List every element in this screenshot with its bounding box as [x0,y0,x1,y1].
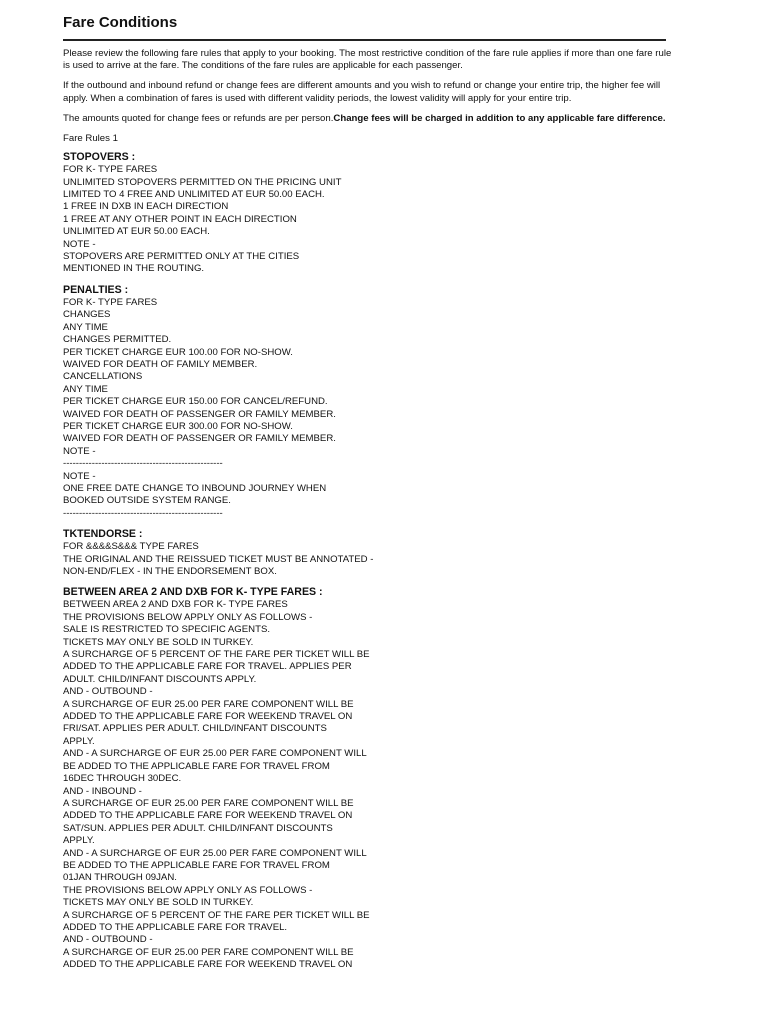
rule-line: AND - OUTBOUND - [63,686,153,698]
title-divider [63,39,666,41]
rule-line: ANY TIME [63,321,108,333]
rule-line: TICKETS MAY ONLY BE SOLD IN TURKEY. [63,636,254,648]
fare-rule-sections [63,151,673,971]
rule-line: WAIVED FOR DEATH OF PASSENGER OR FAMILY MEMBER. [63,433,336,445]
rule-line: NOTE - [63,470,96,482]
rule-line: SALE IS RESTRICTED TO SPECIFIC AGENTS. [63,624,271,636]
fare-rules-label: Fare Rules 1 [63,133,118,145]
section-heading: TKTENDORSE : [63,528,143,541]
rule-line: WAIVED FOR DEATH OF FAMILY MEMBER. [63,358,258,370]
rule-line: BETWEEN AREA 2 AND DXB FOR K- TYPE FARES [63,599,288,611]
rule-line: A SURCHARGE OF EUR 25.00 PER FARE COMPONENT WILL BE [63,797,354,809]
section-tktendorse [63,528,673,578]
rule-line: BOOKED OUTSIDE SYSTEM RANGE. [63,495,231,507]
rule-line: A SURCHARGE OF 5 PERCENT OF THE FARE PER TICKET WILL BE [63,649,370,661]
rule-line: APPLY. [63,735,95,747]
section-body [63,164,673,276]
rule-line: ONE FREE DATE CHANGE TO INBOUND JOURNEY WHEN [63,482,327,494]
rule-line: PER TICKET CHARGE EUR 300.00 FOR NO-SHOW. [63,420,293,432]
rule-line: FRI/SAT. APPLIES PER ADULT. CHILD/INFANT DISCOUNTS [63,723,327,735]
rule-line: NON-END/FLEX - IN THE ENDORSEMENT BOX. [63,566,277,577]
section-body [63,297,673,520]
rule-line: A SURCHARGE OF EUR 25.00 PER FARE COMPONENT WILL BE [63,698,354,710]
rule-line: 1 FREE IN DXB IN EACH DIRECTION [63,201,229,213]
section-between-area-2-and-dxb-for-k-type-fares [63,586,673,971]
intro-paragraph-2-text: If the outbound and inbound refund or change fees are different amounts and you wish to refund or change your entire trip, the higher fee will apply. When a combination of fares is used with different validity periods, the lowest validity will apply for your entire trip. [63,80,661,104]
rule-line: THE PROVISIONS BELOW APPLY ONLY AS FOLLOWS - [63,611,313,623]
section-stopovers [63,151,673,276]
rule-line: ADDED TO THE APPLICABLE FARE FOR TRAVEL. [63,921,288,933]
rule-line: A SURCHARGE OF EUR 25.00 PER FARE COMPONENT WILL BE [63,946,354,958]
rule-line: ADDED TO THE APPLICABLE FARE FOR WEEKEND TRAVEL ON [63,711,353,723]
rule-line: AND - OUTBOUND - [63,934,153,946]
rule-line: UNLIMITED STOPOVERS PERMITTED ON THE PRICING UNIT [63,176,342,188]
rule-line: THE ORIGINAL AND THE REISSUED TICKET MUST BE ANNOTATED - [63,553,374,565]
rule-line: UNLIMITED AT EUR 50.00 EACH. [63,226,210,238]
rule-line: ADULT. CHILD/INFANT DISCOUNTS APPLY. [63,673,257,685]
rule-line: LIMITED TO 4 FREE AND UNLIMITED AT EUR 50.00 EACH. [63,189,325,201]
rule-line: BE ADDED TO THE APPLICABLE FARE FOR TRAVEL FROM [63,760,330,772]
rule-line: BE ADDED TO THE APPLICABLE FARE FOR TRAVEL FROM [63,859,330,871]
rule-line: WAIVED FOR DEATH OF PASSENGER OR FAMILY MEMBER. [63,408,336,420]
rule-line: ADDED TO THE APPLICABLE FARE FOR TRAVEL. APPLIES PER [63,661,352,673]
intro-paragraph-3 [63,113,673,125]
rule-line: CHANGES [63,309,111,321]
rule-line: A SURCHARGE OF 5 PERCENT OF THE FARE PER TICKET WILL BE [63,909,370,921]
section-penalties [63,284,673,520]
rule-line: AND - A SURCHARGE OF EUR 25.00 PER FARE COMPONENT WILL [63,748,367,760]
rule-line: STOPOVERS ARE PERMITTED ONLY AT THE CITIES [63,251,300,263]
rule-line: TICKETS MAY ONLY BE SOLD IN TURKEY. [63,897,254,909]
rule-line: ADDED TO THE APPLICABLE FARE FOR WEEKEND TRAVEL ON [63,810,353,822]
intro-paragraph-2 [63,80,673,104]
rule-line: PER TICKET CHARGE EUR 150.00 FOR CANCEL/REFUND. [63,396,328,408]
rule-line: NOTE - [63,445,96,457]
rule-line: CHANGES PERMITTED. [63,334,172,346]
rule-line: ADDED TO THE APPLICABLE FARE FOR WEEKEND TRAVEL ON [63,959,353,971]
rule-line: CANCELLATIONS [63,371,143,383]
rule-line: APPLY. [63,835,95,847]
rule-line: FOR K- TYPE FARES [63,296,158,308]
fare-conditions-content [63,48,673,980]
rule-line: ANY TIME [63,383,108,395]
intro-paragraph-1 [63,48,673,72]
intro-paragraph-3-text: The amounts quoted for change fees or refunds are per person. [63,112,334,124]
intro-paragraph-3-bold: Change fees will be charged in addition to any applicable fare difference. [333,112,666,124]
rule-line: SAT/SUN. APPLIES PER ADULT. CHILD/INFANT DISCOUNTS [63,822,333,834]
rule-line: 1 FREE AT ANY OTHER POINT IN EACH DIRECTION [63,213,297,225]
page-title: Fare Conditions [63,14,178,31]
section-heading: STOPOVERS : [63,151,136,164]
rule-line: 16DEC THROUGH 30DEC. [63,773,182,785]
rule-line: PER TICKET CHARGE EUR 100.00 FOR NO-SHOW. [63,346,293,358]
rule-line: AND - A SURCHARGE OF EUR 25.00 PER FARE COMPONENT WILL [63,847,367,859]
rule-line: NOTE - [63,238,96,250]
rule-line: -------------------------------------------------- [63,507,223,519]
rule-line: THE PROVISIONS BELOW APPLY ONLY AS FOLLOWS - [63,884,313,896]
rule-line: FOR &&&&S&&& TYPE FARES [63,541,199,553]
rule-line: -------------------------------------------------- [63,458,223,470]
rule-line: FOR K- TYPE FARES [63,164,158,176]
section-heading: PENALTIES : [63,283,129,296]
intro-paragraph-1-text: Please review the following fare rules that apply to your booking. The most restrictive condition of the fare rule applies if more than one fare rule is used to arrive at the fare. The conditions of the fare rules are applicable for each passenger. [63,48,672,72]
section-heading: BETWEEN AREA 2 AND DXB FOR K- TYPE FARES : [63,586,323,599]
section-body [63,599,673,971]
rule-line: AND - INBOUND - [63,785,142,797]
rule-line: MENTIONED IN THE ROUTING. [63,263,205,275]
section-body [63,541,673,578]
rule-line: 01JAN THROUGH 09JAN. [63,872,177,884]
